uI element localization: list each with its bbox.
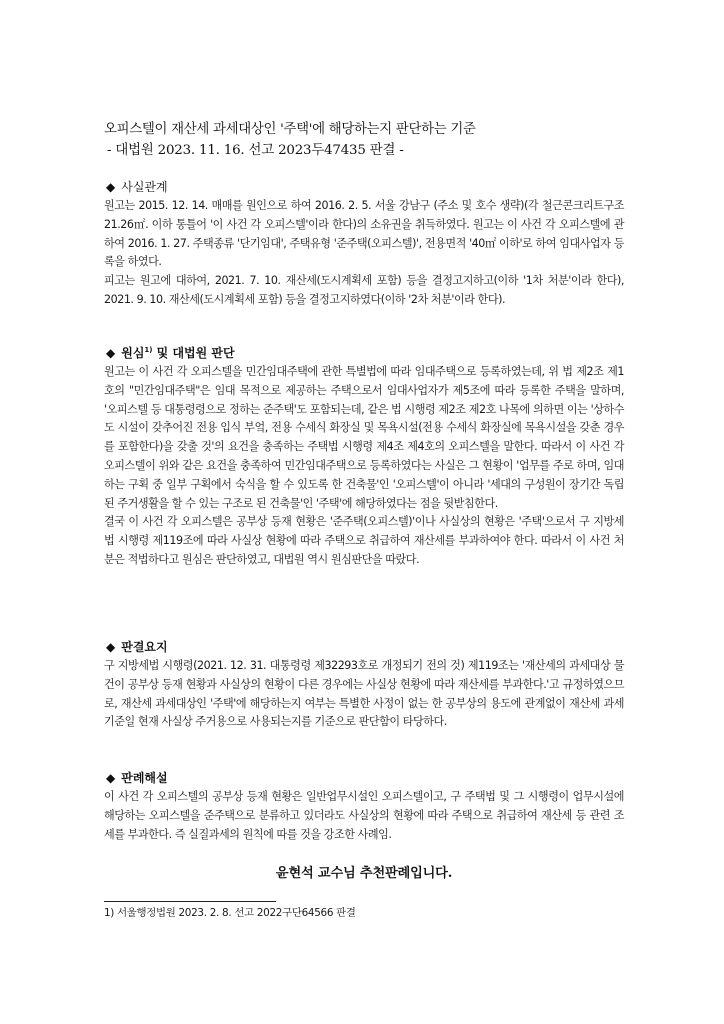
section-lower-court <box>104 343 624 570</box>
paragraph: 구 지방세법 시행령(2021. 12. 31. 대통령령 제32293호로 개정되기 전의 것) 제119조는 '재산세의 과세대상 물건이 공부상 등재 현황과 사실상의 현황이 다른 경우에는 사실상 현황에 따라 재산세를 부과한다.'고 규정하였으므로, 재산세 과세대상인 '주택'에 해당하는지 여부는 특별한 사정이 없는 한 공부상의 용도에 관계없이 재산세 과세기준일 현재 사실상 주거용으로 사용되는지를 기준으로 판단함이 타당하다. <box>104 659 624 729</box>
section-heading <box>106 768 624 788</box>
document-subtitle: - 대법원 2023. 11. 16. 선고 2023두47435 판결 - <box>107 143 404 158</box>
section-heading <box>106 177 624 197</box>
footnote-reference: 1) <box>144 346 153 354</box>
section-holding <box>104 637 624 732</box>
section-heading-label: 판결요지 <box>121 640 168 654</box>
section-heading-label: 원심 <box>121 346 145 360</box>
paragraph: 원고는 2015. 12. 14. 매매를 원인으로 하여 2016. 2. 5. 서울 강남구 (주소 및 호수 생략)(각 철근콘크리트구조 21.26㎡. 이하 통틀어 '이 사건 각 오피스텔'이라 한다)의 소유권을 취득하였다. 원고는 이 사건 각 오피스텔에 관하여 2016. 1. 27. 주택종류 '단기임대', 주택유형 '준주택(오피스텔)', 전용면적 '40㎡ 이하'로 하여 임대사업자 등록을 하였다. <box>104 199 624 269</box>
section-heading-label: 사실관계 <box>121 180 168 194</box>
paragraph: 결국 이 사건 각 오피스텔은 공부상 등재 현황은 '준주택(오피스텔)'이나 사실상의 현황은 '주택'으로서 구 지방세법 시행령 제119조에 따라 사실상 현황에 따라 주택으로 취급하여 재산세를 부과하여야 한다. 따라서 이 사건 처분은 적법하다고 원심은 판단하였고, 대법원 역시 원심판단을 따랐다. <box>104 515 624 566</box>
title-block <box>104 119 624 161</box>
section-facts <box>104 177 624 310</box>
paragraph: 이 사건 각 오피스텔의 공부상 등재 현황은 일반업무시설인 오피스텔이고, 구 주택법 및 그 시행령이 업무시설에 해당하는 오피스텔을 준주택으로 분류하고 있더라도 사실상의 현황에 따라 주택으로 취급하여 재산세 등 관련 조세를 부과한다. 즉 실질과세의 원칙에 따를 것을 강조한 사례임. <box>104 790 624 841</box>
paragraph: 원고는 이 사건 각 오피스텔을 민간임대주택에 관한 특별법에 따라 임대주택으로 등록하였는데, 위 법 제2조 제1호의 "민간임대주택"은 임대 목적으로 제공하는 주택으로서 임대사업자가 제5조에 따라 등록한 주택을 말하며, '오피스텔 등 대통령령으로 정하는 준주택'도 포함되는데, 같은 법 시행령 제2조 제2호 나목에 의하면 이는 '상하수도 시설이 갖추어진 전용 입식 부엌, 전용 수세식 화장실 및 목욕시설(전용 수세식 화장실에 목욕시설을 갖춘 경우를 포함한다)을 갖출 것'의 요건을 충족하는 주택법 시행령 제4조 제4호의 오피스텔을 말한다. 따라서 이 사건 각 오피스텔이 위와 같은 요건을 충족하여 민간임대주택으로 등록하였다는 사실은 그 현황이 '업무를 주로 하며, 임대하는 구획 중 일부 구획에서 숙식을 할 수 있도록 한 건축물'인 '오피스텔'이 아니라 '세대의 구성원이 장기간 독립된 주거생활을 할 수 있는 구조로 된 건축물'인 '주택'에 해당하였다는 점을 뒷받침한다. <box>104 365 624 510</box>
diamond-bullet-icon: ◆ <box>106 640 116 654</box>
diamond-bullet-icon: ◆ <box>106 346 116 360</box>
section-commentary <box>104 768 624 844</box>
section-heading <box>106 637 624 657</box>
section-heading-label-rest: 및 대법원 판단 <box>152 346 235 360</box>
paragraph: 피고는 원고에 대하여, 2021. 7. 10. 재산세(도시계획세 포함) 등을 결정고지하고(이하 '1차 처분'이라 한다), 2021. 9. 10. 재산세(도시계획세 포함) 등을 결정고지하였다(이하 '2차 처분'이라 한다). <box>104 274 624 306</box>
document-title: 오피스텔이 재산세 과세대상인 '주택'에 해당하는지 판단하는 기준 <box>104 122 476 137</box>
diamond-bullet-icon: ◆ <box>106 771 116 785</box>
section-heading <box>106 343 624 363</box>
footnote: 1) 서울행정법원 2023. 2. 8. 선고 2022구단64566 판결 <box>104 907 356 919</box>
recommendation-line: 윤현석 교수님 추천판례입니다. <box>275 866 453 881</box>
diamond-bullet-icon: ◆ <box>106 180 116 194</box>
footnote-divider <box>104 901 276 902</box>
section-heading-label: 판례해설 <box>121 771 168 785</box>
